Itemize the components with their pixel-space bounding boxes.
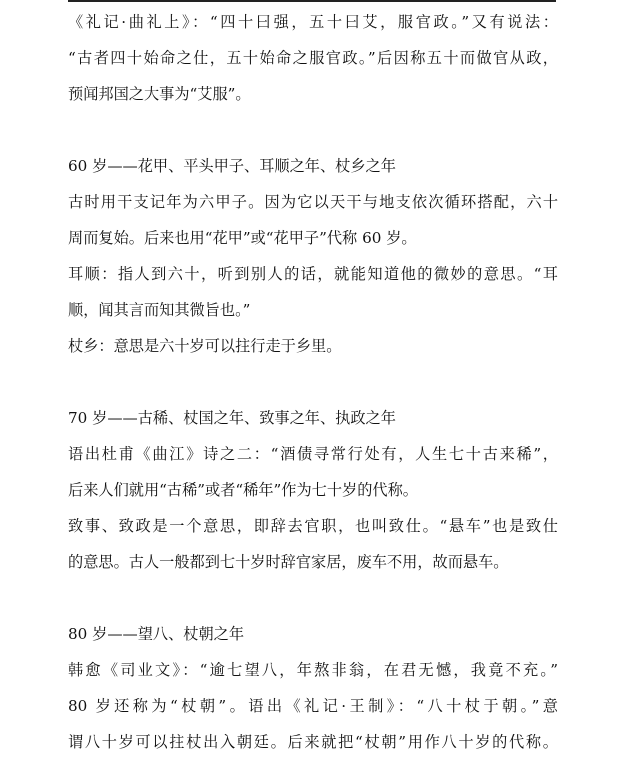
text-line: “古者四十始命之仕，五十始命之服官政。”后因称五十而做官从政，: [68, 49, 558, 67]
section-sixty: [68, 148, 558, 364]
section-gap: [68, 580, 558, 616]
text-line: 古时用干支记年为六甲子。因为它以天干与地支依次循环搭配，六十: [68, 193, 558, 211]
text-line: 《礼记·曲礼上》：“四十曰强，五十曰艾，服官政。”又有说法：: [68, 13, 558, 31]
text-line: 预闻邦国之大事为“艾服”。: [68, 85, 251, 103]
section-eighty: [68, 616, 558, 760]
paragraph: [68, 436, 558, 508]
text-line: 顺，闻其言而知其微旨也。”: [68, 301, 251, 319]
paragraph: [68, 328, 558, 364]
text-line: 周而复始。后来也用“花甲”或“花甲子”代称 60 岁。: [68, 229, 417, 247]
text-line: 语出杜甫《曲江》诗之二：“酒债寻常行处有，人生七十古来稀”，: [68, 445, 558, 463]
section-seventy: [68, 400, 558, 580]
section-gap: [68, 112, 558, 148]
paragraph: [68, 4, 558, 112]
paragraph: [68, 256, 558, 328]
document-page: [68, 4, 558, 760]
section-heading: 60 岁——花甲、平头甲子、耳顺之年、杖乡之年: [68, 157, 396, 175]
section-heading: 70 岁——古稀、杖国之年、致事之年、执政之年: [68, 409, 396, 427]
section-heading: 80 岁——望八、杖朝之年: [68, 625, 245, 643]
text-line: 杖乡：意思是六十岁可以拄行走于乡里。: [68, 337, 342, 355]
paragraph: [68, 688, 558, 760]
text-line: 致事、致政是一个意思，即辞去官职，也叫致仕。“悬车”也是致仕: [68, 517, 558, 535]
paragraph: [68, 508, 558, 580]
text-line: 耳顺：指人到六十，听到别人的话，就能知道他的微妙的意思。“耳: [68, 265, 558, 283]
text-line: 后来人们就用“古稀”或者“稀年”作为七十岁的代称。: [68, 481, 418, 499]
paragraph: [68, 652, 558, 688]
text-line: 的意思。古人一般都到七十岁时辞官家居，废车不用，故而悬车。: [68, 553, 509, 571]
text-line: 谓八十岁可以拄杖出入朝廷。后来就把“杖朝”用作八十岁的代称。: [68, 733, 558, 751]
section-fifty: [68, 4, 558, 112]
paragraph: [68, 184, 558, 256]
section-gap: [68, 364, 558, 400]
text-line: 80 岁还称为“杖朝”。语出《礼记·王制》：“八十杖于朝。”意: [68, 697, 558, 715]
text-line: 韩愈《司业文》：“逾七望八，年熬非翁，在君无憾，我竟不充。”: [68, 661, 558, 679]
top-rule: [68, 0, 556, 2]
